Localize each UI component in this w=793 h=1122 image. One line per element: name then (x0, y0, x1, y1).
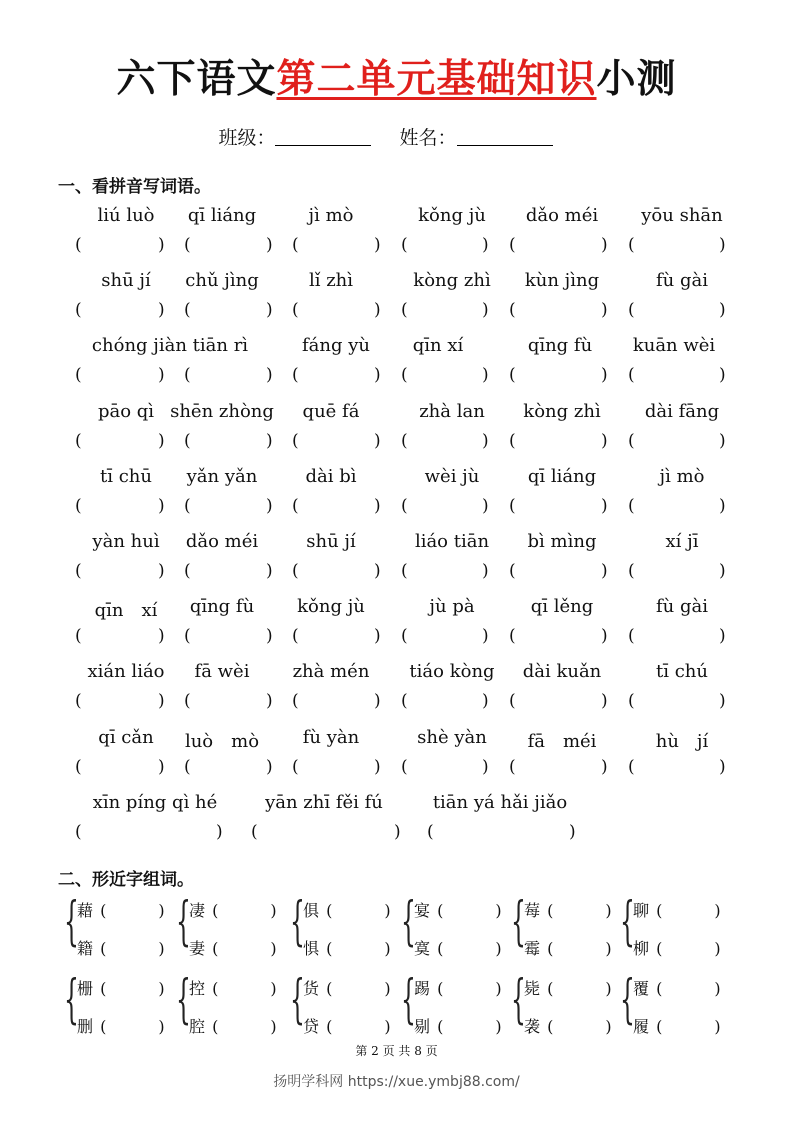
answer-paren-close[interactable]: ) (266, 626, 273, 647)
answer-paren-open[interactable]: ( (75, 821, 82, 842)
watermark: 扬明学科网 https://xue.ymbj88.com/ (273, 1074, 520, 1090)
answer-paren-close[interactable]: ) (719, 626, 726, 647)
answer-paren-close[interactable]: ) (601, 756, 608, 777)
char-with-blank[interactable]: 踢 ( ) (414, 979, 502, 998)
answer-paren-close[interactable]: ) (482, 300, 489, 321)
pinyin-word: fù gài (656, 270, 708, 292)
pinyin-word: qī liáng (187, 205, 257, 226)
brace-icon: { (511, 892, 526, 952)
pinyin-word: chóng jiàn tiān rì (91, 335, 249, 357)
answer-paren-close[interactable]: ) (482, 430, 489, 451)
character: 覆 (633, 979, 650, 998)
char-pair (176, 970, 286, 1036)
brace-icon: { (176, 892, 191, 952)
pinyin-word: xián liáo (87, 661, 165, 683)
answer-paren-close[interactable]: ) (394, 821, 401, 842)
pinyin-word: jì mò (659, 465, 705, 487)
character: 霉 (524, 939, 541, 958)
character: 凄 (189, 901, 206, 920)
brace-icon: { (290, 892, 305, 952)
pinyin-word: kǒng jù (418, 205, 486, 226)
pinyin-word: qīn xí (94, 600, 158, 622)
answer-paren-close[interactable]: ) (482, 235, 489, 255)
brace-icon: { (64, 892, 79, 952)
page-number: 第 2 页 共 8 页 (355, 1044, 438, 1058)
answer-paren-close[interactable]: ) (374, 300, 381, 321)
answer-paren-open[interactable]: ( (509, 691, 516, 712)
answer-paren-close[interactable]: ) (601, 235, 608, 255)
pinyin-word: dǎo méi (525, 205, 599, 226)
answer-paren-close[interactable]: ) (266, 691, 273, 712)
section-2-heading: 二、形近字组词。 (58, 870, 194, 890)
answer-paren-close[interactable]: ) (216, 821, 223, 842)
answer-paren-open[interactable]: ( (628, 235, 635, 255)
answer-paren-open[interactable]: ( (184, 300, 191, 321)
answer-paren-close[interactable]: ) (719, 495, 726, 516)
answer-paren-open[interactable]: ( (401, 691, 408, 712)
answer-paren-open[interactable]: ( (292, 626, 299, 647)
answer-paren-open[interactable]: ( (184, 626, 191, 647)
char-with-blank[interactable]: 籍 ( ) (77, 939, 165, 958)
char-with-blank[interactable]: 履 ( ) (633, 1017, 721, 1036)
answer-paren-open[interactable]: ( (401, 561, 408, 581)
pinyin-word: shè yàn (417, 726, 487, 748)
answer-paren-open[interactable]: ( (184, 235, 191, 255)
answer-paren-open[interactable]: ( (628, 756, 635, 777)
pinyin-word: fáng yù (302, 335, 370, 357)
answer-paren-open[interactable]: ( (75, 691, 82, 712)
answer-paren-open[interactable]: ( (292, 756, 299, 777)
pinyin-word: pāo qì (97, 400, 155, 422)
answer-paren-open[interactable]: ( (628, 495, 635, 516)
character: 履 (633, 1017, 650, 1036)
char-pair (620, 892, 730, 958)
char-with-blank[interactable]: 宴 ( ) (414, 901, 502, 920)
answer-paren-open[interactable]: ( (75, 495, 82, 516)
pinyin-word: shū jí (306, 531, 356, 552)
answer-paren-close[interactable]: ) (374, 626, 381, 647)
answer-paren-close[interactable]: ) (601, 365, 608, 386)
character: 控 (189, 979, 206, 998)
answer-paren-close[interactable]: ) (482, 561, 489, 581)
pinyin-word: tī chū (100, 465, 152, 487)
answer-paren-close[interactable]: ) (158, 495, 165, 516)
pinyin-word: fā méi (527, 730, 597, 752)
pinyin-word: tī chú (656, 661, 708, 683)
answer-paren-close[interactable]: ) (719, 235, 726, 255)
answer-paren-close[interactable]: ) (158, 561, 165, 581)
character: 删 (77, 1017, 94, 1036)
char-with-blank[interactable]: 栅 ( ) (77, 979, 165, 998)
answer-paren-open[interactable]: ( (75, 235, 82, 255)
pinyin-word: hù jí (655, 730, 709, 752)
char-with-blank[interactable]: 覆 ( ) (633, 979, 721, 998)
char-with-blank[interactable]: 妻 ( ) (189, 939, 277, 958)
answer-paren-open[interactable]: ( (509, 235, 516, 255)
pinyin-word: kùn jìng (524, 270, 600, 292)
answer-paren-open[interactable]: ( (509, 561, 516, 581)
char-with-blank[interactable]: 删 ( ) (77, 1017, 165, 1036)
pinyin-word: qī lěng (530, 596, 594, 618)
answer-paren-open[interactable]: ( (628, 561, 635, 581)
pinyin-word: luò mò (184, 730, 260, 752)
answer-paren-close[interactable]: ) (158, 756, 165, 777)
answer-paren-close[interactable]: ) (266, 365, 273, 386)
answer-paren-close[interactable]: ) (482, 495, 489, 516)
class-label: 班级： (218, 127, 276, 149)
char-pair (511, 970, 621, 1036)
pinyin-word: wèi jù (424, 465, 480, 487)
answer-paren-close[interactable]: ) (374, 430, 381, 451)
pinyin-word: bì mìng (527, 531, 597, 552)
answer-paren-open[interactable]: ( (292, 365, 299, 386)
answer-paren-open[interactable]: ( (75, 430, 82, 451)
answer-paren-close[interactable]: ) (158, 626, 165, 647)
answer-paren-open[interactable]: ( (75, 626, 82, 647)
answer-paren-open[interactable]: ( (628, 300, 635, 321)
brace-icon: { (620, 970, 635, 1030)
character: 腔 (189, 1017, 206, 1036)
char-with-blank[interactable]: 寞 ( ) (414, 939, 502, 958)
answer-paren-close[interactable]: ) (719, 300, 726, 321)
pinyin-word: shū jí (101, 270, 151, 292)
answer-paren-close[interactable]: ) (601, 626, 608, 647)
char-pair (290, 892, 400, 958)
answer-paren-close[interactable]: ) (482, 626, 489, 647)
answer-paren-close[interactable]: ) (266, 756, 273, 777)
character: 妻 (189, 939, 206, 958)
answer-paren-open[interactable]: ( (401, 626, 408, 647)
char-with-blank[interactable]: 剔 ( ) (414, 1017, 502, 1036)
answer-paren-close[interactable]: ) (374, 756, 381, 777)
answer-paren-close[interactable]: ) (158, 430, 165, 451)
answer-paren-close[interactable]: ) (158, 300, 165, 321)
pinyin-word: yān zhī fěi fú (265, 791, 383, 813)
brace-icon: { (620, 892, 635, 952)
answer-paren-close[interactable]: ) (482, 691, 489, 712)
character: 货 (303, 979, 320, 998)
pinyin-word: fù yàn (302, 726, 360, 748)
answer-paren-open[interactable]: ( (509, 756, 516, 777)
answer-paren-close[interactable]: ) (719, 561, 726, 581)
character: 俱 (303, 901, 320, 920)
pinyin-word: fù gài (656, 596, 708, 618)
character: 毙 (524, 979, 541, 998)
answer-paren-close[interactable]: ) (482, 365, 489, 386)
answer-paren-close[interactable]: ) (266, 430, 273, 451)
char-pair (176, 892, 286, 958)
pinyin-word: dǎo méi (185, 531, 259, 552)
pinyin-word: zhà lan (419, 400, 485, 422)
answer-paren-close[interactable]: ) (719, 365, 726, 386)
pinyin-word: qī cǎn (98, 726, 154, 748)
char-with-blank[interactable]: 俱 ( ) (303, 901, 391, 920)
answer-paren-open[interactable]: ( (75, 561, 82, 581)
answer-paren-open[interactable]: ( (401, 495, 408, 516)
brace-icon: { (176, 970, 191, 1030)
answer-paren-close[interactable]: ) (374, 561, 381, 581)
answer-paren-close[interactable]: ) (601, 691, 608, 712)
char-pair (64, 892, 174, 958)
character: 惧 (303, 939, 320, 958)
answer-paren-open[interactable]: ( (509, 300, 516, 321)
character: 袭 (524, 1017, 541, 1036)
answer-paren-open[interactable]: ( (292, 561, 299, 581)
answer-paren-close[interactable]: ) (374, 235, 381, 255)
brace-icon: { (401, 892, 416, 952)
brace-icon: { (64, 970, 79, 1030)
answer-paren-close[interactable]: ) (374, 691, 381, 712)
answer-paren-close[interactable]: ) (719, 430, 726, 451)
answer-paren-open[interactable]: ( (292, 691, 299, 712)
pinyin-word: yōu shān (641, 205, 723, 226)
character: 柳 (633, 939, 650, 958)
answer-paren-close[interactable]: ) (601, 430, 608, 451)
answer-paren-open[interactable]: ( (292, 235, 299, 255)
brace-icon: { (290, 970, 305, 1030)
pinyin-word: quē fá (302, 400, 360, 422)
answer-paren-open[interactable]: ( (292, 300, 299, 321)
answer-paren-close[interactable]: ) (158, 691, 165, 712)
answer-paren-open[interactable]: ( (75, 365, 82, 386)
pinyin-word: zhà mén (292, 661, 370, 683)
answer-paren-close[interactable]: ) (719, 756, 726, 777)
pinyin-word: yǎn yǎn (186, 465, 258, 487)
pinyin-word: kuān wèi (632, 335, 716, 357)
char-with-blank[interactable]: 毙 ( ) (524, 979, 612, 998)
answer-paren-open[interactable]: ( (184, 691, 191, 712)
answer-paren-open[interactable]: ( (251, 821, 258, 842)
pinyin-word: kòng zhì (413, 270, 491, 292)
answer-paren-close[interactable]: ) (266, 235, 273, 255)
pinyin-word: liú luò (97, 205, 155, 226)
answer-paren-close[interactable]: ) (266, 300, 273, 321)
answer-paren-close[interactable]: ) (601, 300, 608, 321)
pinyin-word: qīng fù (527, 335, 593, 357)
pinyin-word: shēn zhòng (170, 400, 274, 422)
char-pair (401, 970, 511, 1036)
pinyin-word: liáo tiān (414, 531, 490, 552)
brace-icon: { (401, 970, 416, 1030)
pinyin-word: yàn huì (92, 531, 160, 552)
answer-paren-close[interactable]: ) (719, 691, 726, 712)
character: 莓 (524, 901, 541, 920)
answer-paren-close[interactable]: ) (266, 561, 273, 581)
pinyin-word: qī liáng (527, 465, 597, 487)
pinyin-word: dài kuǎn (522, 661, 602, 683)
answer-paren-open[interactable]: ( (75, 756, 82, 777)
pinyin-word: tiáo kòng (409, 661, 495, 683)
char-with-blank[interactable]: 贷 ( ) (303, 1017, 391, 1036)
answer-paren-open[interactable]: ( (184, 756, 191, 777)
answer-paren-open[interactable]: ( (628, 430, 635, 451)
char-pair (64, 970, 174, 1036)
pinyin-word: chǔ jìng (185, 270, 259, 292)
pinyin-word: kòng zhì (523, 400, 601, 422)
character: 栅 (77, 979, 94, 998)
pinyin-word: lǐ zhì (308, 270, 354, 292)
answer-paren-open[interactable]: ( (401, 365, 408, 386)
character: 贷 (303, 1017, 320, 1036)
answer-paren-open[interactable]: ( (292, 495, 299, 516)
char-with-blank[interactable]: 惧 ( ) (303, 939, 391, 958)
answer-paren-open[interactable]: ( (628, 626, 635, 647)
char-pair (290, 970, 400, 1036)
answer-paren-open[interactable]: ( (509, 626, 516, 647)
pinyin-word: jù pà (429, 596, 475, 618)
char-with-blank[interactable]: 莓 ( ) (524, 901, 612, 920)
answer-paren-open[interactable]: ( (75, 300, 82, 321)
answer-paren-close[interactable]: ) (569, 821, 576, 842)
char-pair (511, 892, 621, 958)
char-with-blank[interactable]: 霉 ( ) (524, 939, 612, 958)
pinyin-word: xí jī (665, 531, 699, 552)
character: 踢 (414, 979, 431, 998)
character: 寞 (414, 939, 431, 958)
char-pair (620, 970, 730, 1036)
char-with-blank[interactable]: 控 ( ) (189, 979, 277, 998)
answer-paren-close[interactable]: ) (266, 495, 273, 516)
char-with-blank[interactable]: 聊 ( ) (633, 901, 721, 920)
char-with-blank[interactable]: 柳 ( ) (633, 939, 721, 958)
char-with-blank[interactable]: 袭 ( ) (524, 1017, 612, 1036)
title-part-2: 小测 (596, 57, 677, 102)
section-1-heading: 一、看拼音写词语。 (58, 177, 211, 197)
char-with-blank[interactable]: 腔 ( ) (189, 1017, 277, 1036)
pinyin-word: dài bì (305, 465, 357, 487)
character: 宴 (414, 901, 431, 920)
answer-paren-open[interactable]: ( (292, 430, 299, 451)
pinyin-word: kǒng jù (297, 596, 365, 618)
answer-paren-open[interactable]: ( (401, 235, 408, 255)
pinyin-word: jì mò (308, 205, 354, 226)
answer-paren-close[interactable]: ) (374, 495, 381, 516)
answer-paren-open[interactable]: ( (184, 495, 191, 516)
pinyin-word: qīng fù (189, 596, 255, 618)
answer-paren-open[interactable]: ( (184, 430, 191, 451)
answer-paren-open[interactable]: ( (628, 365, 635, 386)
answer-paren-open[interactable]: ( (401, 430, 408, 451)
name-label: 姓名： (399, 127, 457, 149)
character: 剔 (414, 1017, 431, 1036)
answer-paren-close[interactable]: ) (374, 365, 381, 386)
pinyin-word: tiān yá hǎi jiǎo (432, 791, 568, 813)
pinyin-word: dài fāng (644, 400, 720, 422)
pinyin-word: qīn xí (412, 335, 464, 357)
answer-paren-open[interactable]: ( (184, 561, 191, 581)
title-part-1: 六下语文 (116, 57, 277, 102)
answer-paren-close[interactable]: ) (601, 495, 608, 516)
char-with-blank[interactable]: 凄 ( ) (189, 901, 277, 920)
title-highlight: 第二单元基础知识 (276, 57, 597, 102)
answer-paren-open[interactable]: ( (427, 821, 434, 842)
answer-paren-open[interactable]: ( (401, 756, 408, 777)
answer-paren-open[interactable]: ( (509, 495, 516, 516)
answer-paren-open[interactable]: ( (401, 300, 408, 321)
answer-paren-close[interactable]: ) (158, 365, 165, 386)
answer-paren-open[interactable]: ( (509, 430, 516, 451)
char-with-blank[interactable]: 藉 ( ) (77, 901, 165, 920)
answer-paren-open[interactable]: ( (184, 365, 191, 386)
character: 聊 (633, 901, 650, 920)
char-with-blank[interactable]: 货 ( ) (303, 979, 391, 998)
character: 籍 (77, 939, 94, 958)
character: 藉 (77, 901, 94, 920)
answer-paren-open[interactable]: ( (509, 365, 516, 386)
answer-paren-open[interactable]: ( (628, 691, 635, 712)
answer-paren-close[interactable]: ) (601, 561, 608, 581)
brace-icon: { (511, 970, 526, 1030)
pinyin-word: fā wèi (194, 661, 250, 683)
pinyin-word: xīn píng qì hé (92, 791, 218, 813)
answer-paren-close[interactable]: ) (158, 235, 165, 255)
char-pair (401, 892, 511, 958)
answer-paren-close[interactable]: ) (482, 756, 489, 777)
